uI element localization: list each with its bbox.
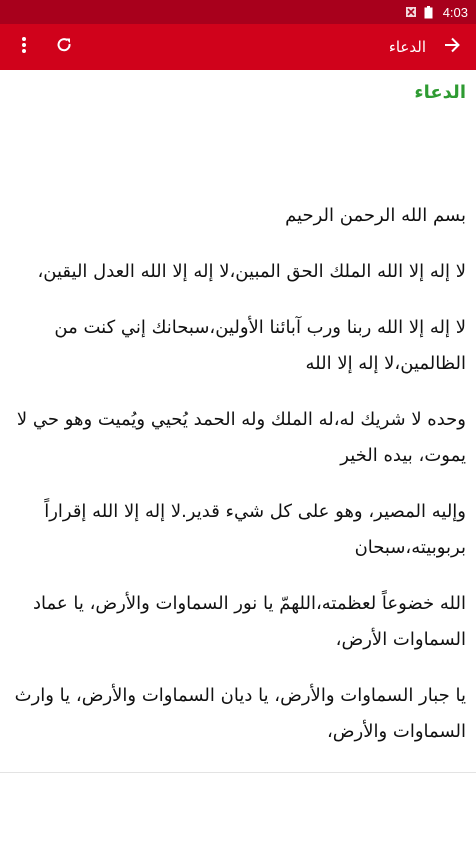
prayer-paragraph: وإليه المصير، وهو على كل شيء قدير.لا إله إلا الله إقراراً بربوبيته،سبحان	[44, 501, 466, 558]
status-bar	[0, 0, 476, 24]
notification-icon	[405, 6, 417, 18]
refresh-icon	[55, 36, 73, 58]
refresh-button[interactable]	[44, 24, 84, 70]
prayer-paragraph: يا جبار السماوات والأرض، يا ديان السماوات والأرض، يا وارث السماوات والأرض،	[14, 685, 466, 742]
content-heading: الدعاء	[414, 82, 466, 103]
arrow-back-icon	[443, 36, 461, 58]
prayer-paragraph: بسم الله الرحمن الرحيم	[285, 205, 466, 226]
more-vert-icon	[15, 36, 33, 58]
app-bar	[0, 24, 476, 70]
prayer-paragraph: لا إله إلا الله الملك الحق المبين،لا إله إلا الله العدل اليقين،	[37, 261, 466, 282]
prayer-paragraph: الله خضوعاً لعظمته،اللهمّ يا نور السماوات والأرض، يا عماد السماوات الأرض،	[32, 593, 466, 650]
prayer-paragraph: وحده لا شريك له،له الملك وله الحمد يُحيي ويُميت وهو حي لا يموت، بيده الخير	[16, 409, 466, 466]
page-title: الدعاء	[388, 38, 426, 56]
back-button[interactable]	[432, 24, 472, 70]
prayer-content[interactable]	[0, 70, 476, 847]
more-options-button[interactable]	[4, 24, 44, 70]
bottom-area	[0, 772, 476, 847]
prayer-paragraph: لا إله إلا الله ربنا ورب آبائنا الأولين،سبحانك إني كنت من الظالمين،لا إله إلا الله	[54, 317, 466, 374]
battery-icon	[424, 6, 436, 18]
status-time: 4:03	[442, 4, 468, 20]
